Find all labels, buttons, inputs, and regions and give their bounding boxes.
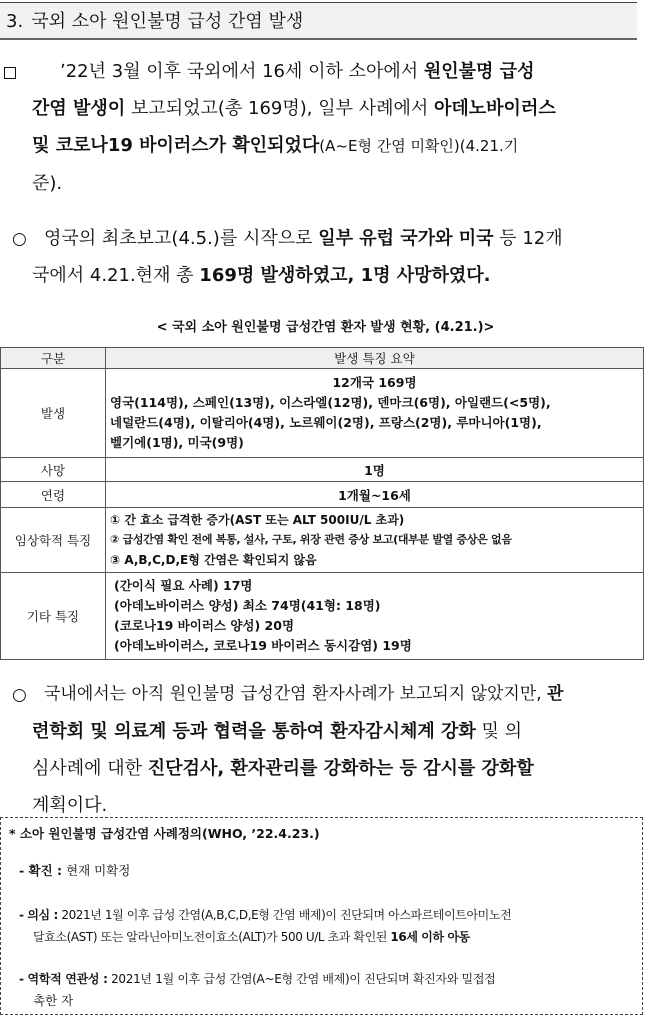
row-label-clinical: 임상학적 특징	[1, 508, 106, 573]
other-feature-item: (아데노바이러스 양성) 최소 74명(41형: 18명)	[114, 598, 381, 613]
table-header-row	[1, 348, 644, 369]
clinical-feature-item: ③ A,B,C,D,E형 간염은 확인되지 않음	[110, 553, 317, 567]
table-title: < 국외 소아 원인불명 급성간염 환자 발생 현황, (4.21.)>	[156, 320, 495, 335]
clinical-feature-item: ① 간 효소 급격한 증가(AST 또는 ALT 500IU/L 초과)	[110, 513, 405, 527]
circle-bullet-icon: ○	[12, 685, 27, 705]
occurrence-countries-line: 영국(114명), 스페인(13명), 이스라엘(12명), 덴마크(6명), 아일랜드(<5명),	[110, 395, 551, 410]
definition-epidemiological: - 역학적 연관성 : 2021년 1월 이후 급성 간염(A~E형 간염 배제)이 진단되며 확진자와 밀접접 촉한 자	[19, 972, 496, 1008]
other-feature-item: (코로나19 바이러스 양성) 20명	[114, 618, 295, 633]
table-row-age	[1, 482, 644, 508]
case-status-table	[0, 347, 644, 660]
case-definition-box	[0, 817, 643, 1015]
row-label-occurrence: 발생	[1, 369, 106, 458]
paragraph-domestic-plan: 국내에서는 아직 원인불명 급성간염 환자사례가 보고되지 않았지만, 관 련학회 및 의료계 등과 협력을 통하여 환자감시체계 강화 및 의 심사례에 대한 진단검사, 환자관리를 강화하는 등 감시를 강화할 계획이다.	[32, 684, 564, 816]
header-summary: 발생 특징 요약	[106, 348, 644, 369]
other-feature-item: (간이식 필요 사례) 17명	[114, 578, 253, 593]
row-label-other: 기타 특징	[1, 573, 106, 660]
row-label-age: 연령	[1, 482, 106, 508]
age-value: 1개월~16세	[106, 482, 644, 508]
occurrence-countries-line: 벨기에(1명), 미국(9명)	[110, 435, 244, 450]
definition-title: * 소아 원인불명 급성간염 사례정의(WHO, ʼ22.4.23.)	[9, 826, 320, 841]
death-value: 1명	[106, 458, 644, 482]
section-header	[0, 2, 637, 40]
occurrence-countries-line: 네덜란드(4명), 이탈리아(4명), 노르웨이(2명), 프랑스(2명), 루마니아(1명),	[110, 415, 542, 430]
row-label-death: 사망	[1, 458, 106, 482]
square-bullet-icon	[4, 67, 16, 79]
occurrence-summary: 12개국 169명	[332, 375, 417, 390]
table-row-other	[1, 573, 644, 660]
paragraph-global-status: 영국의 최초보고(4.5.)를 시작으로 일부 유럽 국가와 미국 등 12개 국에서 4.21.현재 총 169명 발생하였고, 1명 사망하였다.	[32, 228, 563, 286]
table-row-clinical	[1, 508, 644, 573]
circle-bullet-icon: ○	[12, 229, 27, 249]
section-number: 3.	[6, 11, 24, 32]
definition-confirmed: - 확진 : 현재 미확정	[19, 863, 131, 878]
other-feature-item: (아데노바이러스, 코로나19 바이러스 동시감염) 19명	[114, 638, 412, 653]
section-title: 국외 소아 원인불명 급성 간염 발생	[31, 11, 304, 32]
paragraph-overseas-report: ʼ22년 3월 이후 국외에서 16세 이하 소아에서 원인불명 급성 간염 발생이 보고되었고(총 169명), 일부 사례에서 아데노바이러스 및 코로나19 바이러스가 확인되었다(A~E형 간염 미확인)(4.21.기 준).	[32, 61, 556, 194]
table-row-occurrence	[1, 369, 644, 458]
table-row-death	[1, 458, 644, 482]
header-category: 구분	[1, 348, 106, 369]
clinical-feature-item: ② 급성간염 확인 전에 복통, 설사, 구토, 위장 관련 증상 보고(대부분 발열 증상은 없음	[110, 533, 512, 546]
definition-suspected: - 의심 : 2021년 1월 이후 급성 간염(A,B,C,D,E형 간염 배제)이 진단되며 아스파르테이트아미노전 달효소(AST) 또는 알라닌아미노전이효소(ALT)가 500 U/L 초과 확인된 16세 이하 아동	[19, 908, 512, 944]
